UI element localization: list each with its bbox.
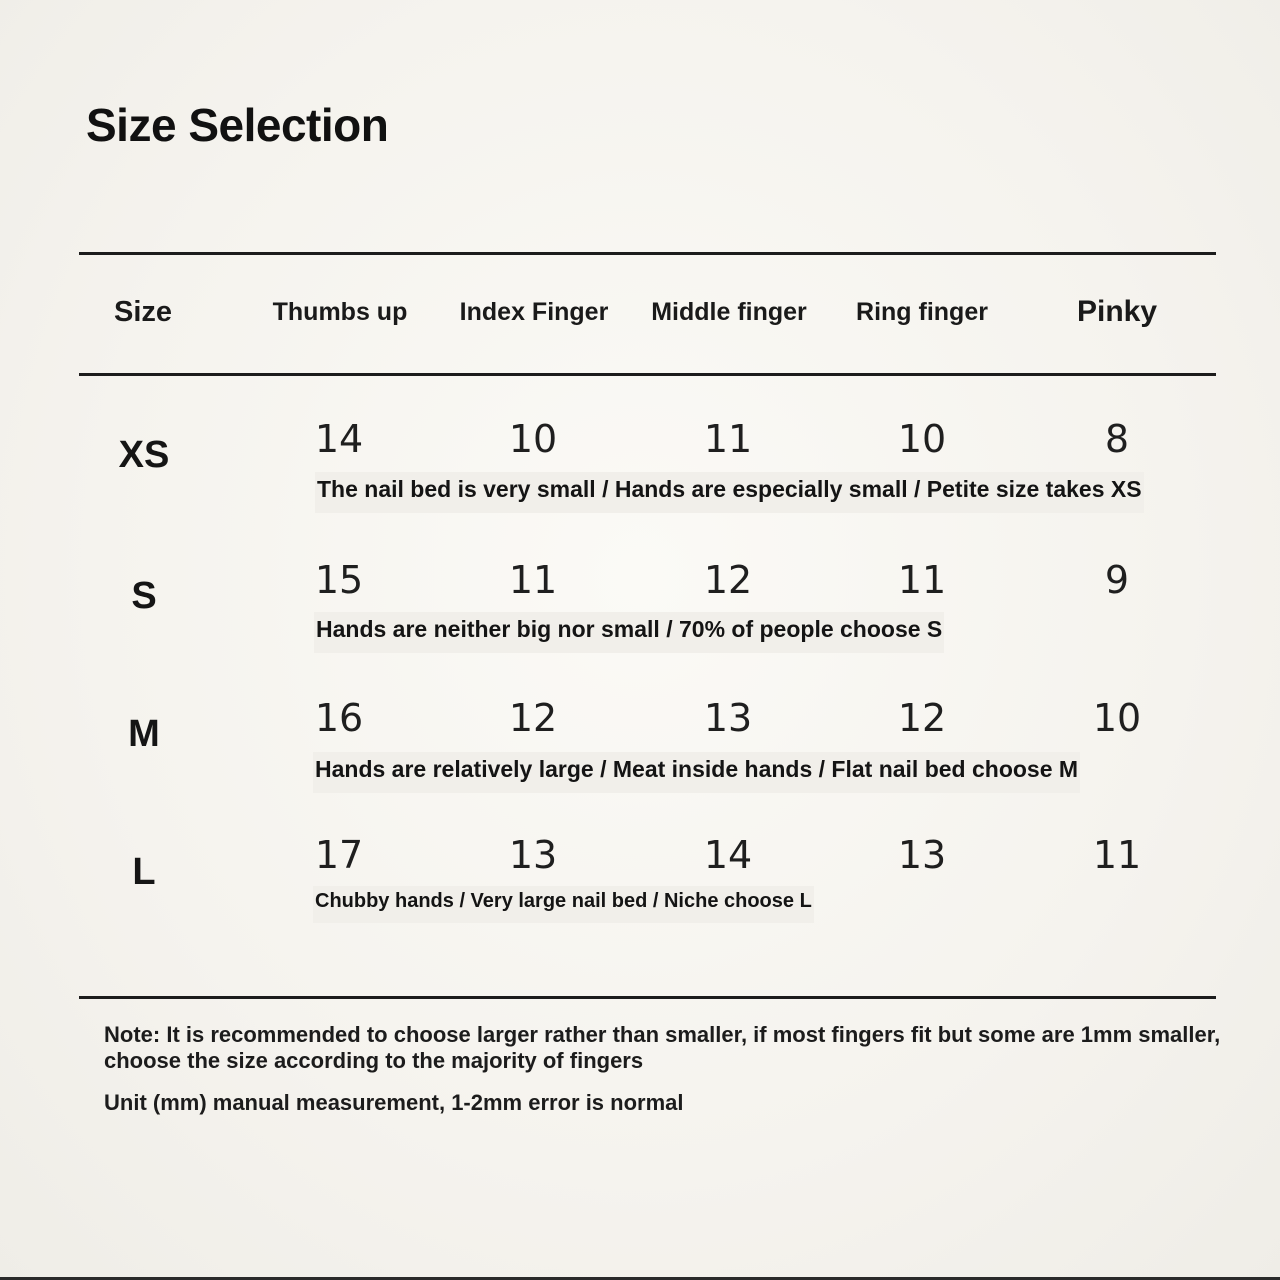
table-cell-xs-middle: 11 bbox=[703, 417, 753, 461]
header-size: Size bbox=[113, 296, 173, 328]
recommendation-note: Note: It is recommended to choose larger rather than smaller, if most fingers fit but some are 1mm smaller, choose the size according to the majority of fingers bbox=[104, 1022, 1221, 1073]
table-cell-l-thumb: 17 bbox=[314, 833, 364, 877]
size-label-xs: XS bbox=[118, 434, 170, 476]
size-label-l: L bbox=[132, 851, 156, 893]
header-index-finger: Index Finger bbox=[459, 298, 609, 326]
table-cell-xs-thumb: 14 bbox=[314, 417, 364, 461]
table-cell-l-middle: 14 bbox=[703, 833, 753, 877]
table-cell-l-pinky: 11 bbox=[1092, 833, 1142, 877]
size-description-xs: The nail bed is very small / Hands are especially small / Petite size takes XS bbox=[315, 472, 1144, 513]
table-cell-s-pinky: 9 bbox=[1104, 558, 1130, 602]
table-cell-xs-index: 10 bbox=[508, 417, 558, 461]
table-cell-m-pinky: 10 bbox=[1092, 696, 1142, 740]
table-cell-s-thumb: 15 bbox=[314, 558, 364, 602]
size-description-m: Hands are relatively large / Meat inside hands / Flat nail bed choose M bbox=[313, 752, 1080, 793]
table-cell-l-ring: 13 bbox=[897, 833, 947, 877]
table-top-rule bbox=[79, 252, 1216, 255]
table-cell-s-ring: 11 bbox=[897, 558, 947, 602]
unit-note: Unit (mm) manual measurement, 1-2mm error is normal bbox=[104, 1090, 684, 1115]
size-description-s: Hands are neither big nor small / 70% of people choose S bbox=[314, 612, 944, 653]
table-cell-s-middle: 12 bbox=[703, 558, 753, 602]
header-middle-finger: Middle finger bbox=[651, 298, 807, 326]
size-label-m: M bbox=[128, 713, 160, 755]
header-ring-finger: Ring finger bbox=[856, 298, 988, 326]
table-cell-xs-ring: 10 bbox=[897, 417, 947, 461]
size-label-s: S bbox=[131, 575, 157, 617]
table-cell-m-ring: 12 bbox=[897, 696, 947, 740]
table-cell-m-middle: 13 bbox=[703, 696, 753, 740]
size-description-l: Chubby hands / Very large nail bed / Niche choose L bbox=[313, 886, 814, 923]
table-bottom-rule bbox=[79, 996, 1216, 999]
table-cell-m-thumb: 16 bbox=[314, 696, 364, 740]
header-thumb: Thumbs up bbox=[272, 298, 408, 326]
table-cell-l-index: 13 bbox=[508, 833, 558, 877]
table-cell-s-index: 11 bbox=[508, 558, 558, 602]
header-bottom-rule bbox=[79, 373, 1216, 376]
header-pinky: Pinky bbox=[1076, 295, 1158, 328]
table-cell-xs-pinky: 8 bbox=[1104, 417, 1130, 461]
table-cell-m-index: 12 bbox=[508, 696, 558, 740]
page-title: Size Selection bbox=[86, 99, 389, 151]
